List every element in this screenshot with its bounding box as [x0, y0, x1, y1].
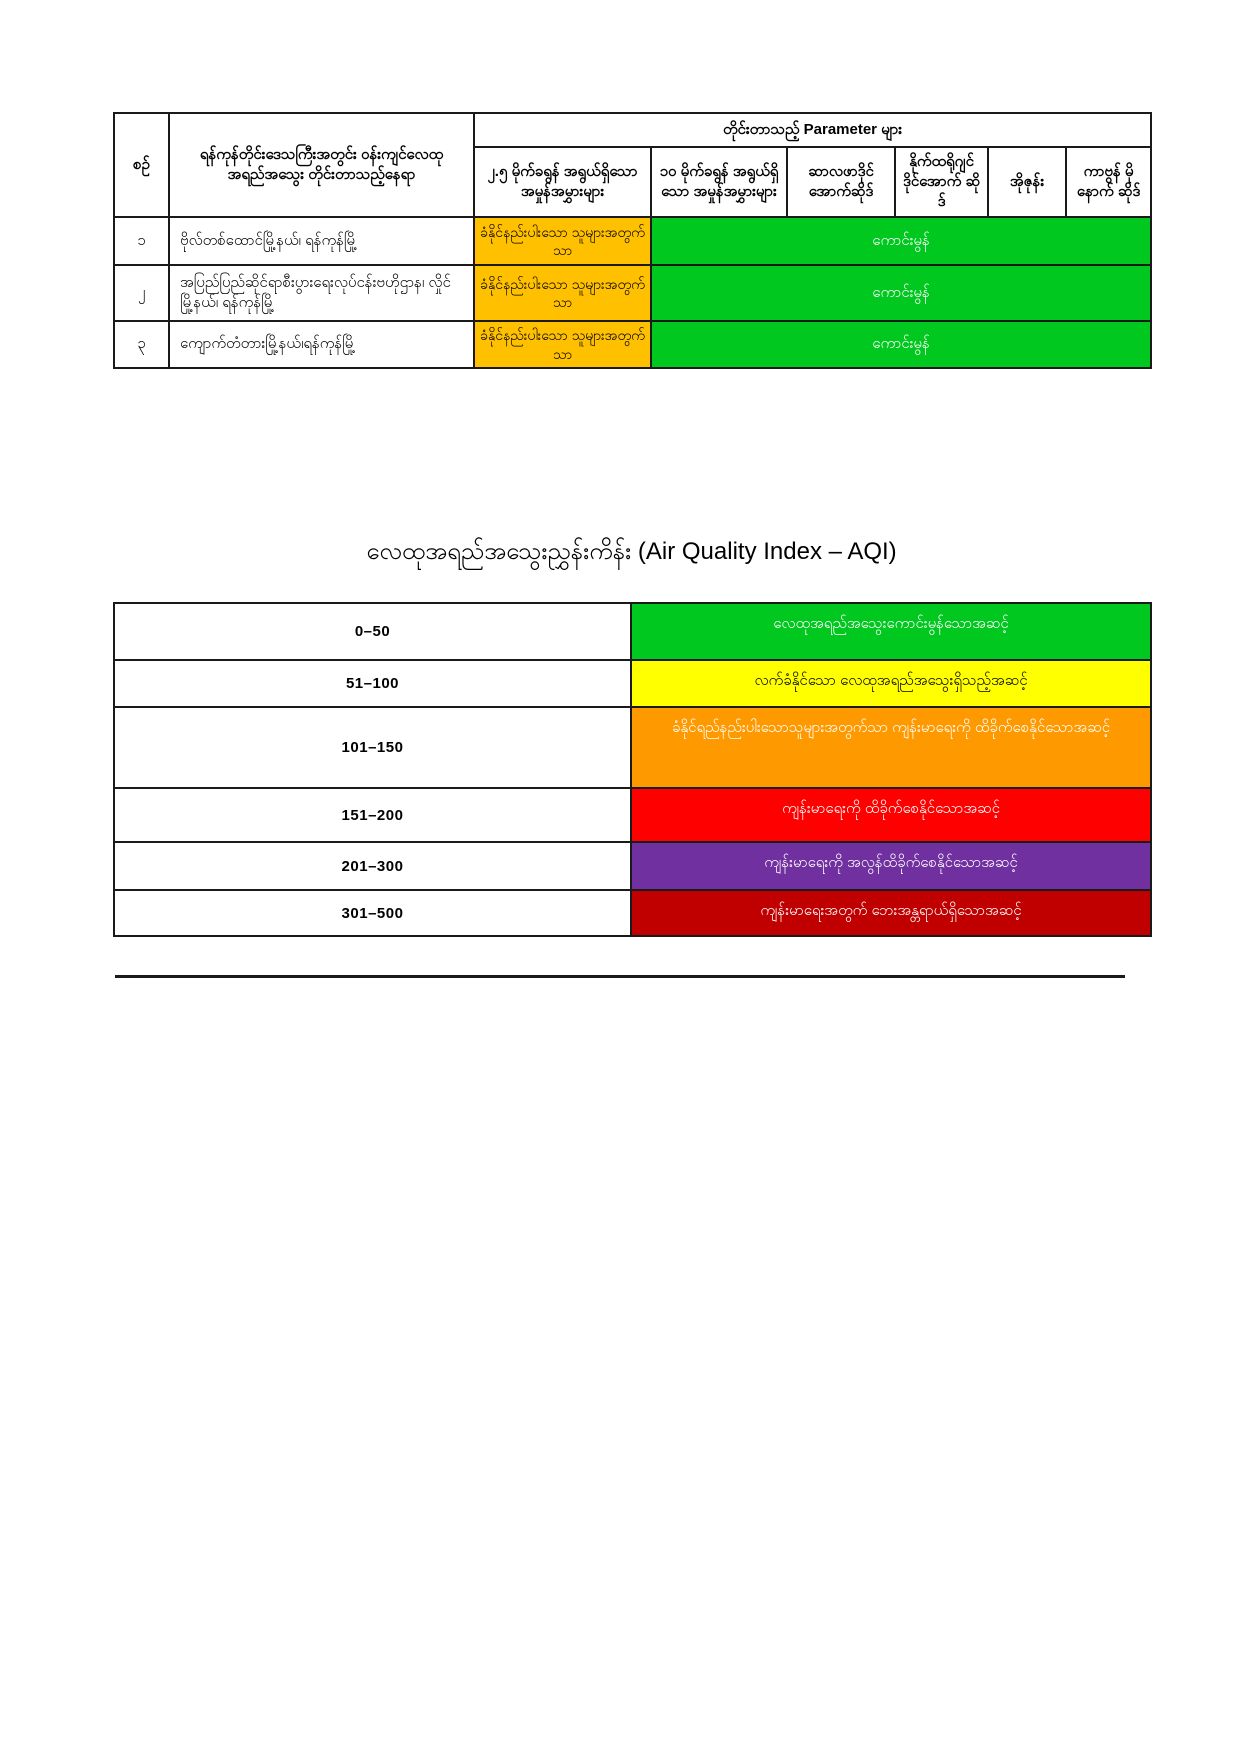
serial-cell: ၁ — [114, 217, 169, 265]
aqi-label-cell: ကျန်းမာရေးအတွက် ဘေးအန္တရာယ်ရှိသောအဆင့် — [631, 890, 1151, 936]
location-cell: အပြည်ပြည်ဆိုင်ရာစီးပွားရေးလုပ်ငန်းဗဟိုဌာန၊ လှိုင်မြို့နယ်၊ ရန်ကုန်မြို့ — [169, 265, 474, 321]
serial-cell: ၃ — [114, 321, 169, 368]
location-cell: ဗိုလ်တစ်ထောင်မြို့နယ်၊ ရန်ကုန်မြို့ — [169, 217, 474, 265]
aqi-label-cell: လေထုအရည်အသွေးကောင်းမွန်သောအဆင့် — [631, 603, 1151, 660]
aqi-label-cell: ခံနိုင်ရည်နည်းပါးသောသူများအတွက်သာ ကျန်းမာရေးကို ထိခိုက်စေနိုင်သောအဆင့် — [631, 707, 1151, 788]
other-params-status-cell: ကောင်းမွန် — [651, 265, 1151, 321]
divider-line — [115, 975, 1125, 978]
location-column-header: ရန်ကုန်တိုင်းဒေသကြီးအတွင်း ဝန်းကျင်လေထု အရည်အသွေး တိုင်းတာသည့်နေရာ — [169, 113, 474, 217]
param-header-ozone: အိုဇုန်း — [988, 147, 1066, 217]
aqi-label-cell: ကျန်းမာရေးကို ထိခိုက်စေနိုင်သောအဆင့် — [631, 788, 1151, 842]
table-row — [114, 265, 1151, 321]
table-header-row-group — [114, 113, 1151, 147]
aqi-range-cell: 301–500 — [114, 890, 631, 936]
table-row — [114, 217, 1151, 265]
param-header-pm25: ၂.၅ မိုက်ခရွန် အရွယ်ရှိသော အမှုန်အမွှားများ — [474, 147, 651, 217]
parameter-group-header: တိုင်းတာသည့် Parameter များ — [474, 113, 1151, 147]
aqi-range-cell: 51–100 — [114, 660, 631, 707]
aqi-range-cell: 0–50 — [114, 603, 631, 660]
other-params-status-cell: ကောင်းမွန် — [651, 217, 1151, 265]
aqi-row — [114, 660, 1151, 707]
monitoring-table — [113, 112, 1152, 369]
aqi-row — [114, 707, 1151, 788]
aqi-range-cell: 101–150 — [114, 707, 631, 788]
table-row — [114, 321, 1151, 368]
serial-cell: ၂ — [114, 265, 169, 321]
other-params-status-cell: ကောင်းမွန် — [651, 321, 1151, 368]
aqi-row — [114, 788, 1151, 842]
aqi-row — [114, 603, 1151, 660]
aqi-range-cell: 151–200 — [114, 788, 631, 842]
aqi-row — [114, 842, 1151, 890]
pm25-status-cell: ခံနိုင်နည်းပါးသော သူများအတွက်သာ — [474, 321, 651, 368]
param-header-no2: နိုက်ထရိုဂျင် ဒိုင်အောက် ဆိုဒ် — [895, 147, 988, 217]
serial-column-header: စဉ် — [114, 113, 169, 217]
aqi-label-cell: ကျန်းမာရေးကို အလွန်ထိခိုက်စေနိုင်သောအဆင့် — [631, 842, 1151, 890]
param-header-pm10: ၁၀ မိုက်ခရွန် အရွယ်ရှိသော အမှုန်အမွှားများ — [651, 147, 787, 217]
pm25-status-cell: ခံနိုင်နည်းပါးသော သူများအတွက်သာ — [474, 217, 651, 265]
aqi-label-cell: လက်ခံနိုင်သော လေထုအရည်အသွေးရှိသည့်အဆင့် — [631, 660, 1151, 707]
aqi-legend-table — [113, 602, 1152, 937]
page-title: လေထုအရည်အသွေးညွှန်းကိန်း (Air Quality Index – AQI) — [366, 538, 897, 565]
pm25-status-cell: ခံနိုင်နည်းပါးသော သူများအတွက်သာ — [474, 265, 651, 321]
param-header-so2: ဆာလဖာဒိုင် အောက်ဆိုဒ် — [787, 147, 895, 217]
aqi-row — [114, 890, 1151, 936]
location-cell: ကျောက်တံတားမြို့နယ်၊ရန်ကုန်မြို့ — [169, 321, 474, 368]
aqi-range-cell: 201–300 — [114, 842, 631, 890]
param-header-co: ကာဗွန် မိုနောက် ဆိုဒ် — [1066, 147, 1151, 217]
